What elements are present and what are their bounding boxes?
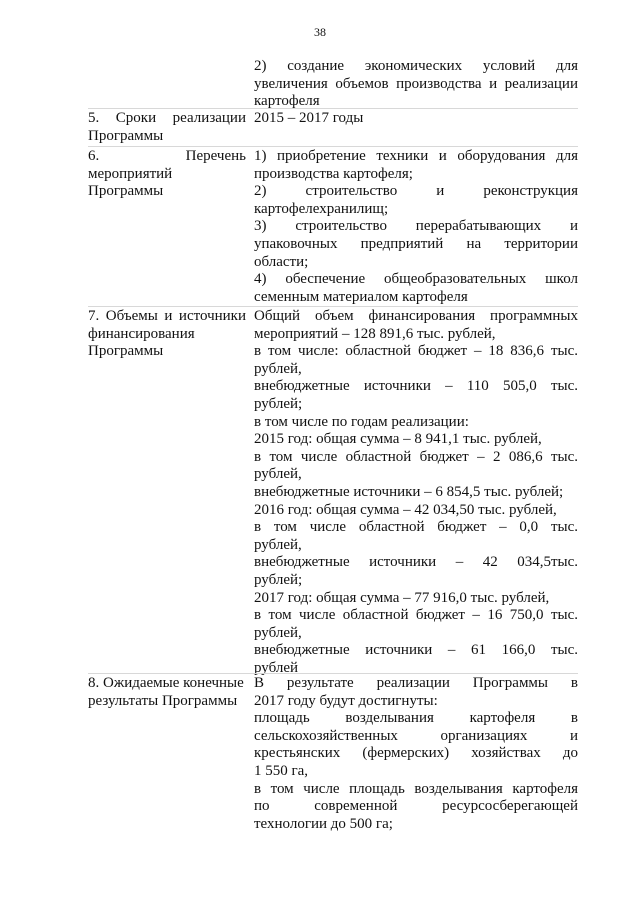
row-content bbox=[254, 308, 578, 677]
text-line: 2017 году будут достигнуты: bbox=[254, 692, 438, 709]
text-line: увеличения объемов производства и реализации bbox=[254, 75, 578, 92]
label-line: 5. Сроки реализации bbox=[88, 110, 246, 126]
row-divider bbox=[88, 673, 578, 674]
label-line: финансирования bbox=[88, 325, 195, 342]
row-content bbox=[254, 110, 578, 128]
text-line: внебюджетные источники – 61 166,0 тыс. bbox=[254, 642, 578, 659]
text-line: семенным материалом картофеля bbox=[254, 288, 468, 305]
text-line: в том числе площадь возделывания картофеля bbox=[254, 780, 578, 797]
row-label bbox=[88, 110, 246, 145]
text-line: 2016 год: общая сумма – 42 034,50 тыс. рублей, bbox=[254, 501, 557, 518]
row-label bbox=[88, 308, 246, 361]
label-line: 7. Объемы и источники bbox=[88, 308, 246, 324]
text-line: 2017 год: общая сумма – 77 916,0 тыс. рублей, bbox=[254, 589, 550, 606]
text-line: Общий объем финансирования программных bbox=[254, 308, 578, 324]
text-line: мероприятий – 128 891,6 тыс. рублей, bbox=[254, 325, 496, 342]
text-line: внебюджетные источники – 110 505,0 тыс. bbox=[254, 378, 578, 395]
text-line: 1) приобретение техники и оборудования для bbox=[254, 148, 578, 164]
text-line: картофелехранилищ; bbox=[254, 200, 389, 217]
label-line: результаты Программы bbox=[88, 692, 238, 709]
text-line: крестьянских (фермерских) хозяйствах до bbox=[254, 745, 578, 762]
text-line: картофеля bbox=[254, 93, 320, 110]
text-line: в том числе областной бюджет – 0,0 тыс. bbox=[254, 519, 578, 536]
text-line: площадь возделывания картофеля в bbox=[254, 710, 578, 727]
row-divider bbox=[88, 108, 578, 109]
row-divider bbox=[88, 306, 578, 307]
text-line: производства картофеля; bbox=[254, 165, 413, 182]
label-line: мероприятий bbox=[88, 165, 173, 182]
row-content bbox=[254, 58, 578, 111]
text-line: области; bbox=[254, 253, 309, 270]
text-line: по современной ресурсосберегающей bbox=[254, 798, 578, 815]
text-line: 3) строительство перерабатывающих и bbox=[254, 218, 578, 235]
row-label bbox=[88, 148, 246, 201]
label-line: Программы bbox=[88, 127, 164, 144]
text-line: рублей, bbox=[254, 360, 302, 377]
text-line: 4) обеспечение общеобразовательных школ bbox=[254, 271, 578, 288]
label-line: 6. Перечень bbox=[88, 148, 246, 164]
text-line: в том числе областной бюджет – 16 750,0 тыс. bbox=[254, 607, 578, 624]
label-line: Программы bbox=[88, 343, 164, 360]
text-line: упаковочных предприятий на территории bbox=[254, 235, 578, 252]
text-line: рублей; bbox=[254, 395, 303, 412]
text-line: технологии до 500 га; bbox=[254, 815, 393, 832]
text-line: рублей, bbox=[254, 536, 302, 553]
text-line: в том числе: областной бюджет – 18 836,6 тыс. bbox=[254, 343, 578, 360]
row-content bbox=[254, 675, 578, 833]
text-line: рублей, bbox=[254, 466, 302, 483]
text-line: в том числе областной бюджет – 2 086,6 тыс. bbox=[254, 448, 578, 465]
label-line: Программы bbox=[88, 183, 164, 200]
text-line: внебюджетные источники – 42 034,5тыс. bbox=[254, 554, 578, 571]
text-line: 2) строительство и реконструкция bbox=[254, 183, 578, 200]
label-line: 8. Ожидаемые конечные bbox=[88, 675, 244, 691]
text-line: рублей; bbox=[254, 571, 303, 588]
text-line: 2015 год: общая сумма – 8 941,1 тыс. рублей, bbox=[254, 431, 542, 448]
text-line: внебюджетные источники – 6 854,5 тыс. рублей; bbox=[254, 483, 564, 500]
text-line: 2) создание экономических условий для bbox=[254, 58, 578, 74]
row-divider bbox=[88, 146, 578, 147]
text-line: рублей, bbox=[254, 624, 302, 641]
row-content bbox=[254, 148, 578, 306]
page-number: 38 bbox=[314, 25, 326, 39]
text-line: В результате реализации Программы в bbox=[254, 675, 578, 691]
row-label bbox=[88, 675, 246, 710]
text-line: сельскохозяйственных организациях и bbox=[254, 727, 578, 744]
text-line: 2015 – 2017 годы bbox=[254, 110, 364, 126]
text-line: 1 550 га, bbox=[254, 762, 309, 779]
text-line: рублей bbox=[254, 659, 299, 676]
text-line: в том числе по годам реализации: bbox=[254, 413, 469, 430]
